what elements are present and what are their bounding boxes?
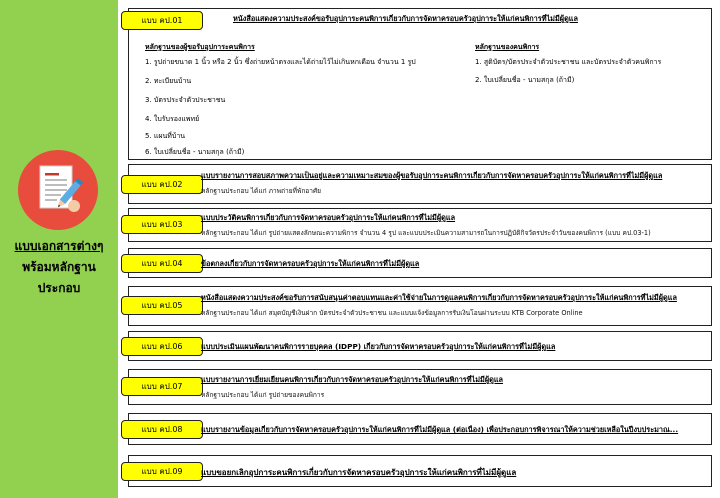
form-card-kp07 [128, 369, 712, 405]
form-card-kp03 [128, 208, 712, 242]
sidebar-title-line-1: แบบเอกสารต่างๆ [14, 239, 104, 253]
form-tag-kp06[interactable]: แบบ คป.06 [121, 337, 203, 356]
form-tag-kp02[interactable]: แบบ คป.02 [121, 175, 203, 194]
sidebar-title [4, 236, 114, 299]
applicant-doc-item: 1. รูปถ่ายขนาด 1 นิ้ว หรือ 2 นิ้ว ซึ่งถ่ายหน้าตรงและได้ถ่ายไว้ไม่เกินหกเดือน จำนวน 1 รูป [145, 58, 416, 66]
form-title-kp01[interactable]: หนังสือแสดงความประสงค์ขอรับอุปการะคนพิการเกี่ยวกับการจัดหาครอบครัวอุปการะให้แก่คนพิการที่ไม่มีผู้ดูแล [233, 14, 578, 23]
form-tag-kp08[interactable]: แบบ คป.08 [121, 420, 203, 439]
sidebar-title-line-3: ประกอบ [37, 281, 81, 295]
disabled-person-doc-item: 2. ใบเปลี่ยนชื่อ - นามสกุล (ถ้ามี) [475, 76, 575, 84]
disabled-person-doc-item: 1. สูติบัตร/บัตรประจำตัวประชาชน และบัตรประจำตัวคนพิการ [475, 58, 662, 66]
applicant-doc-item: 5. แผนที่บ้าน [145, 132, 186, 140]
applicant-doc-item: 6. ใบเปลี่ยนชื่อ - นามสกุล (ถ้ามี) [145, 148, 245, 156]
applicant-doc-item: 3. บัตรประจำตัวประชาชน [145, 96, 226, 104]
form-card-kp08 [128, 413, 712, 445]
form-evidence-kp05: หลักฐานประกอบ ได้แก่ สมุดบัญชีเงินฝาก บัตรประจำตัวประชาชน และแบบแจ้งข้อมูลการรับเงินโอนผ่านระบบ KTB Corporate Online [201, 309, 583, 317]
form-tag-kp01[interactable]: แบบ คป.01 [121, 11, 203, 30]
form-evidence-kp03: หลักฐานประกอบ ได้แก่ รูปถ่ายแสดงลักษณะความพิการ จำนวน 4 รูป และแบบประเมินความสามารถในการปฏิบัติกิจวัตรประจำวันของคนพิการ (แบบ คป.03-1) [201, 229, 651, 237]
sidebar-title-line-2: พร้อมหลักฐาน [22, 260, 96, 274]
form-evidence-kp02: หลักฐานประกอบ ได้แก่ ภาพถ่ายที่พักอาศัย [201, 187, 322, 195]
form-title-kp02[interactable]: แบบรายงานการสอบสภาพความเป็นอยู่และความเหมาะสมของผู้ขอรับอุปการะคนพิการเกี่ยวกับการจัดหาครอบครัวอุปการะให้แก่คนพิการที่ไม่มีผู้ดูแล [201, 171, 663, 180]
form-title-kp08[interactable]: แบบรายงานข้อมูลเกี่ยวกับการจัดหาครอบครัวอุปการะให้แก่คนพิการที่ไม่มีผู้ดูแล (ต่อเนื่อง) เพื่อประกอบการพิจารณาให้ความช่วยเหลือในปีงบประมาณ... [201, 425, 679, 434]
applicant-docs-heading: หลักฐานของผู้ขอรับอุปการะคนพิการ [145, 43, 255, 51]
form-tag-kp03[interactable]: แบบ คป.03 [121, 215, 203, 234]
form-tag-kp09[interactable]: แบบ คป.09 [121, 462, 203, 481]
form-title-kp06[interactable]: แบบประเมินแผนพัฒนาคนพิการรายบุคคล (IDPP) เกี่ยวกับการจัดหาครอบครัวอุปการะให้แก่คนพิการที่ไม่มีผู้ดูแล [201, 342, 556, 351]
form-card-kp02 [128, 164, 712, 204]
form-title-kp03[interactable]: แบบประวัติคนพิการเกี่ยวกับการจัดหาครอบครัวอุปการะให้แก่คนพิการที่ไม่มีผู้ดูแล [201, 213, 456, 222]
form-title-kp04[interactable]: ข้อตกลงเกี่ยวกับการจัดหาครอบครัวอุปการะให้แก่คนพิการที่ไม่มีผู้ดูแล [201, 259, 420, 268]
applicant-doc-item: 2. ทะเบียนบ้าน [145, 77, 192, 85]
form-title-kp09[interactable]: แบบขอยกเลิกอุปการะคนพิการเกี่ยวกับการจัดหาครอบครัวอุปการะให้แก่คนพิการที่ไม่มีผู้ดูแล [201, 468, 517, 477]
form-evidence-kp07: หลักฐานประกอบ ได้แก่ รูปถ่ายของคนพิการ [201, 391, 325, 399]
form-title-kp07[interactable]: แบบรายงานการเยี่ยมเยียนคนพิการเกี่ยวกับการจัดหาครอบครัวอุปการะให้แก่คนพิการที่ไม่มีผู้ดูแล [201, 375, 504, 384]
form-tag-kp04[interactable]: แบบ คป.04 [121, 254, 203, 273]
form-card-kp04 [128, 248, 712, 278]
form-card-kp09 [128, 455, 712, 487]
form-tag-kp07[interactable]: แบบ คป.07 [121, 377, 203, 396]
disabled-person-docs-heading: หลักฐานของคนพิการ [475, 43, 540, 51]
form-card-kp06 [128, 331, 712, 361]
form-card-kp01 [128, 8, 712, 160]
applicant-doc-item: 4. ใบรับรองแพทย์ [145, 115, 200, 123]
form-tag-kp05[interactable]: แบบ คป.05 [121, 296, 203, 315]
form-title-kp05[interactable]: หนังสือแสดงความประสงค์ขอรับการสนับสนุนค่าตอบแทนและค่าใช้จ่ายในการดูแลคนพิการเกี่ยวกับการจัดหาครอบครัวอุปการะให้แก่คนพิการที่ไม่มีผู้ดูแล [201, 293, 677, 302]
form-card-kp05 [128, 286, 712, 326]
document-pen-icon [18, 150, 98, 230]
